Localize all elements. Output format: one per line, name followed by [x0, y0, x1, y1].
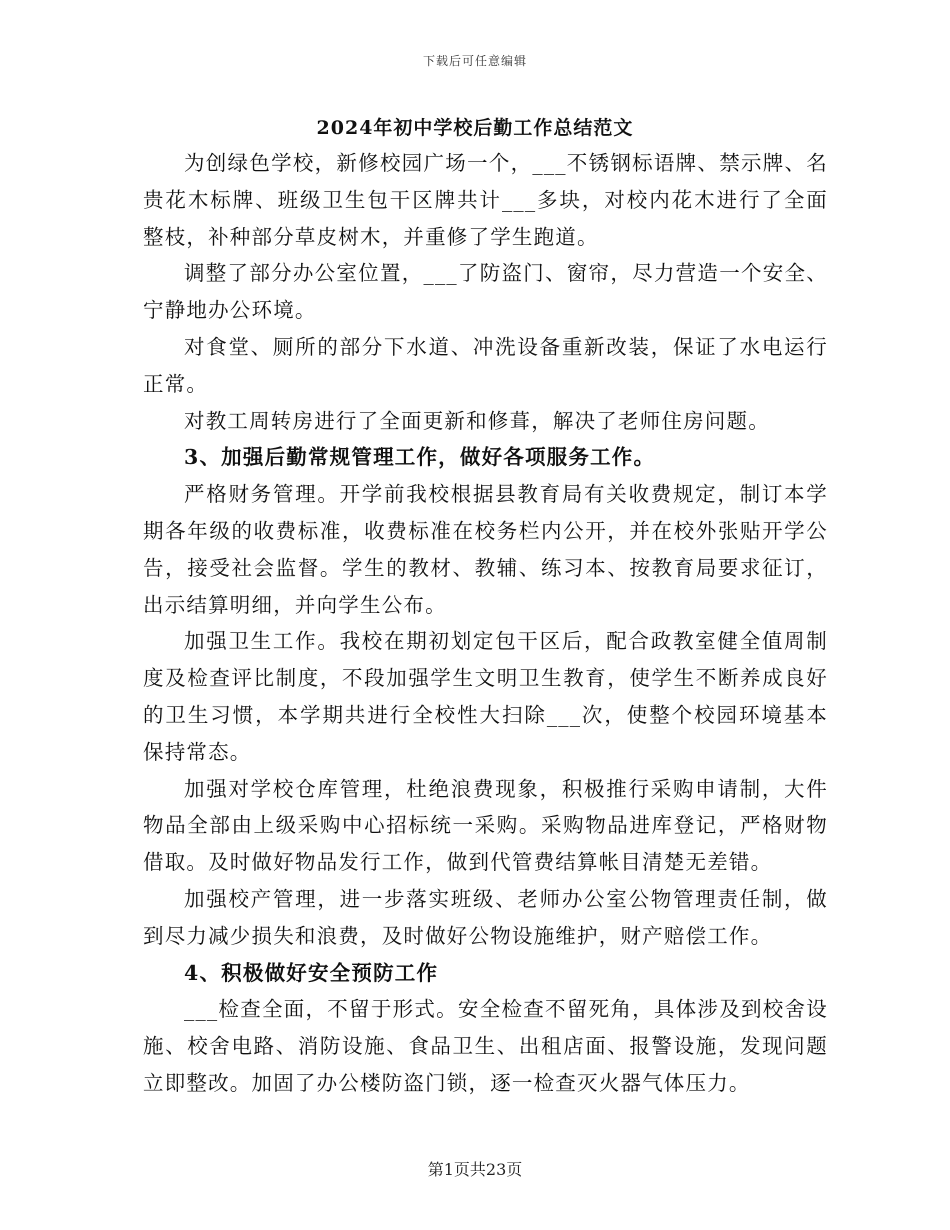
section-heading-4: 4、积极做好安全预防工作	[184, 960, 439, 985]
paragraph: 严格财务管理。开学前我校根据县教育局有关收费规定，制订本学期各年级的收费标准，收费标准在校务栏内公开，并在校外张贴开学公告，接受社会监督。学生的教材、教辅、练习本、按教育局要求征订，出示结算明细，并向学生公布。	[143, 482, 828, 617]
paragraph: 加强卫生工作。我校在期初划定包干区后，配合政教室健全值周制度及检查评比制度，不段加强学生文明卫生教育，使学生不断养成良好的卫生习惯，本学期共进行全校性大扫除___次，使整个校园环境基本保持常态。	[143, 629, 828, 764]
paragraph: 对教工周转房进行了全面更新和修葺，解决了老师住房问题。	[184, 408, 770, 433]
section-heading-3: 3、加强后勤常规管理工作，做好各项服务工作。	[184, 445, 656, 470]
paragraph: 调整了部分办公室位置，___了防盗门、窗帘，尽力营造一个安全、宁静地办公环境。	[143, 261, 828, 323]
paragraph: 对食堂、厕所的部分下水道、冲洗设备重新改装，保证了水电运行正常。	[143, 334, 828, 396]
header-note: 下载后可任意编辑	[422, 54, 527, 68]
paragraph: 加强校产管理，进一步落实班级、老师办公室公物管理责任制，做到尽力减少损失和浪费，及时做好公物设施维护，财产赔偿工作。	[143, 886, 828, 948]
document-body	[143, 145, 828, 1102]
page-footer: 第1页共23页	[427, 1160, 523, 1179]
document-title: 2024年初中学校后勤工作总结范文	[316, 117, 634, 139]
paragraph: 为创绿色学校，新修校园广场一个，___不锈钢标语牌、禁示牌、名贵花木标牌、班级卫生包干区牌共计___多块，对校内花木进行了全面整枝，补种部分草皮树木，并重修了学生跑道。	[143, 151, 828, 249]
paragraph: ___检查全面，不留于形式。安全检查不留死角，具体涉及到校舍设施、校舍电路、消防设施、食品卫生、出租店面、报警设施，发现问题立即整改。加固了办公楼防盗门锁，逐一检查灭火器气体压力。	[143, 997, 828, 1095]
paragraph: 加强对学校仓库管理，杜绝浪费现象，积极推行采购申请制，大件物品全部由上级采购中心招标统一采购。采购物品进库登记，严格财物借取。及时做好物品发行工作，做到代管费结算帐目清楚无差错。	[143, 776, 828, 875]
